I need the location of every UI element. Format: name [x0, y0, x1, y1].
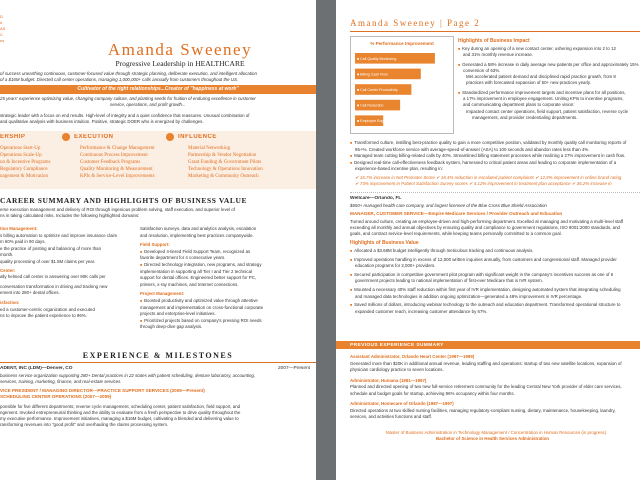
intro-line: 25 years' experience optimizing value, changing company culture, and planting seeds for fruition of enduring excellence in customer: [0, 96, 256, 101]
competency-item: Material Networking: [188, 146, 231, 151]
role-desc: ngement. Invoked entrepreneurial thinking and the ability to evaluate from a fresh perspective to drive quality throughout the: [0, 410, 241, 415]
bullet-text: month.: [0, 252, 14, 258]
employer-name: ADENT, INC (LDM)—Denver, CO: [0, 366, 73, 371]
chart-category-label: ■ Call Center Productivity: [357, 88, 398, 92]
corner-tag: [0, 14, 14, 44]
intro-line: strategic leader with a focus on end results. High-level of integrity and a quiet confidence that reassures. Unusual combination of: [0, 113, 250, 118]
bullet-text: ■ Mounted a necessary 40% staff reduction within first year of IVR implementation, designing automated system that integrating scheduling: [350, 287, 640, 294]
competency-item: Continuous Process Improvement: [80, 153, 148, 158]
execution-icon: [62, 133, 70, 141]
corner-tag-line: #: [0, 20, 3, 25]
bullet-text: ■ Developed 4-tiered Field Support Team, recognized as: [140, 249, 316, 256]
domain-heading: Center:: [0, 267, 16, 273]
bullet-text: ed a customer-centric organization and executed: [0, 306, 95, 312]
chart-category-label: ■ Call Quality Monitoring: [357, 56, 397, 61]
job2-bullets: [350, 248, 640, 315]
bullet-text: and managed data technologies in addition ongoing optimization—generated a 48% improvement in IVR percentage.: [355, 293, 583, 299]
corner-tag-line: AS: [0, 26, 6, 31]
bullet-text: experience-based incentive plan, resulting in:: [355, 166, 443, 171]
bullet-text: education programs for 2,000+ providers.: [355, 263, 436, 269]
intro-line: service, operations, and profit growth...: [110, 102, 186, 107]
bullet-text: printers, x-ray machines, and Internet connections.: [140, 281, 239, 287]
bullet-text: through deep-dive gap analysis.: [140, 324, 203, 330]
career-heading: CAREER SUMMARY AND HIGHLIGHTS OF BUSINESS VALUE: [0, 196, 248, 205]
highlight-line: a 17% improvement in employee engagement. Uniting KPIs to incentive programs,: [463, 96, 624, 102]
competency-item: on & Incentive Programs: [0, 160, 51, 165]
competency-heading: INFLUENCE: [178, 134, 217, 140]
job2-role: MANAGER, CUSTOMER SERVICE—Empire Medicare Services / Provider Outreach and Education: [350, 211, 563, 216]
competency-item: Performance & Change Management: [80, 146, 155, 151]
bullet-text: and resolution, implementing best practices companywide.: [140, 232, 254, 238]
prev-entry-desc: physician cardiology practice to seven locations.: [350, 367, 444, 372]
competency-heading: EXECUTION: [74, 134, 114, 140]
bullet-text: management and implementation on cross-functional corporate: [140, 304, 264, 310]
highlight-line: Impacted contact center operations, field support, patient satisfaction, reverse cycle: [466, 108, 629, 114]
culture-bullets: [350, 140, 640, 173]
highlight-line: management, and provider credentialing departments.: [472, 114, 578, 120]
prev-entry-desc: schedule and budget goals for startup, achieving 96% occupancy within four months.: [350, 390, 515, 396]
chart-category-label: ■ Call Reduction: [357, 103, 384, 108]
bullet-text: ■ Managed team cutting billing-related calls by 40%. Streamlined billing statement processes while realizing a 27% improvement in cash flow.: [350, 153, 640, 160]
education-line: Master of Business Administration in Technology Management / Concentration in Human Resources (in progress): [386, 430, 607, 435]
header-page: Page 2: [447, 18, 481, 28]
corner-tag-line: C: [0, 32, 3, 37]
bullet-text: favorite department for 4 consecutive years.: [140, 255, 226, 261]
bullet-text: ■ Saved millions of dollars, introducing webinar technology to the outreach and education department. Transformed operational structure to: [350, 302, 640, 309]
corner-tag-line: ns: [0, 38, 5, 43]
bullet-text: ■ Boosted productivity and optimized value through attentive: [140, 298, 316, 305]
prev-exp-banner-text: PREVIOUS EXPERIENCE SUMMARY: [350, 342, 444, 348]
chart-title: % Performance Improvement: [370, 41, 434, 46]
highlight-line: ■ Generated a 58% increase in daily average new patients per office and approximately 15%: [458, 62, 640, 68]
bullet-text: s billing automation to optimize and improve insurance claim: [0, 232, 118, 238]
domain-heading: Project Management:: [140, 291, 185, 297]
bullet-text: 95+%. Created workforce service with average-speed-of-answer (ASA) to 100 seconds and abandon rates less than 4%.: [355, 146, 590, 152]
metric-line: ✔ 73% improvement in Patient Satisfaction Survey scores ✔ 4.12% improvement in treatment plan acceptance ✔ 36.2% increase in: [355, 181, 612, 186]
metric-line: ✔ 16.7% increase in Net Promoter Score ✔ 16.4% reduction in escalated patient complaints ✔ 12.9% improvement in online brand rating: [355, 175, 622, 180]
career-left-column: [0, 226, 138, 320]
highlight-line: practices with forecasted expansion of 50+ new practices yearly.: [466, 80, 591, 86]
experience-heading: EXPERIENCE & MILESTONES: [82, 351, 234, 360]
bullet-text: government projects leading to national implementation of first-ever Medicare that is IVR system.: [355, 278, 543, 284]
highlight-line: Met accelerated patient demand and disciplined rapid practice growth, from 8: [466, 74, 616, 80]
domain-heading: isfaction:: [0, 299, 20, 305]
intro-line: and qualitative analysis with business intuition. Positive, strategic DOER who is energized by challenges.: [0, 119, 204, 124]
job2-company: Wellcare—Orlando, FL: [350, 196, 402, 201]
career-intro: ns in taking calculated risks. Includes the following highlighted domains:: [0, 213, 140, 218]
cultivator-banner-text: Cultivator of the right relationships...Creator of "happiness at work": [77, 86, 239, 92]
headline: Progressive Leadership in HEALTHCARE: [115, 59, 245, 68]
employer-desc: business service organization supporting 280+ Dental practices in 22 states with patient scheduling, denture laboratory, accounting,: [0, 373, 256, 378]
competency-col-1: [0, 145, 70, 180]
job2-text: goals, and contract service-level requirements, while keeping teams personally committed to a common goal.: [350, 231, 562, 236]
bullet-text: ■ Improved operations handling in excess of 12,000 written inquiries annually, from customers and congressional staff. Managed provider: [350, 257, 640, 264]
bullet-text: m 60% paid in 90 days.: [0, 239, 46, 245]
highlight-line: and 31% monthly revenue increase.: [463, 52, 534, 58]
role-desc: ponsible for five different departments; reverse cycle management, scheduling center, patient satisfaction, field support, and: [0, 404, 241, 409]
summary-line: of a $16M budget. Directed call center operations, managing 1,000,000+ calls annually from customers throughout the US.: [0, 77, 239, 82]
job2-text: exceeding all monthly and annual objectives by ensuring quality and compliance to government regulations, ISO 9001:2000 standards, and: [350, 225, 620, 230]
header-separator: |: [439, 18, 448, 28]
employer-desc: services, training, marketing, finance, and real-estate services.: [0, 379, 122, 384]
education-line: Bachelor of Science in Health Services Administration: [436, 436, 550, 441]
highlight-line: ■ Key during an opening of a new contact center, ushering expansion into 2 to 12: [458, 46, 640, 52]
corner-tag-line: D: [0, 14, 3, 19]
cultivator-banner: [0, 85, 316, 94]
performance-chart: [350, 36, 454, 134]
bullet-text: Satisfaction surveys, data and analytics analysis, escalation: [140, 226, 257, 231]
competency-col-2: [80, 145, 178, 180]
competency-item: nagement & Motivation: [0, 174, 49, 179]
bullet-text: ■ Secured participation in competitive government pilot program with significant weight in the company's incentives success as one of 6: [350, 272, 640, 279]
competency-item: Quality Monitoring & Measurement: [80, 167, 153, 172]
competency-item: Customer Feedback Programs: [80, 160, 141, 165]
competency-col-3: [188, 145, 316, 180]
highlight-line: and communicating department plans to corporate vision:: [463, 102, 575, 108]
header-name: Amanda Sweeney: [350, 18, 437, 28]
prev-entry-desc: Directed operations at two skilled nursing facilities, managing regulatory-compliant nursing, dietary, maintenance, housekeeping, laundry,: [350, 407, 616, 413]
bullet-text: ■ Designed real-time call-effectiveness feedback system, harnessed to critical patient areas and leading to corporate implementation of a: [350, 160, 640, 167]
competency-item: Regulatory Compliance: [0, 167, 48, 172]
bullet-text: implementation in supporting all Tier I and Tier 2 technical: [140, 268, 253, 274]
candidate-name: Amanda Sweeney: [107, 40, 253, 59]
bullet-text: ■ Prioritized projects based on company's pressing ROI needs: [140, 318, 316, 325]
prev-entry-title: Administrator, Humana (1981—1997): [350, 377, 427, 383]
experience-rule: [0, 362, 316, 363]
influence-icon: [166, 133, 174, 141]
summary-line: of success unearthing continuous, customer-focused value through strategic planning, deliberate execution, and intelligent allocation: [0, 71, 257, 76]
bullet-text: ■ Transformed culture, instilling best-practice quality to gain a more competitive position, validated by monthly quality call monitoring reports of: [350, 140, 640, 147]
domain-heading: tion Management:: [0, 226, 38, 231]
section-divider: [350, 192, 640, 193]
bullet-text: ■ Directed technology integration, new programs, and strategy: [140, 262, 316, 269]
prev-entry-desc: Generated more than $20K in additional annual revenue, leading staffing and operations: startup of two new satellite locations, expansion of: [350, 360, 622, 366]
career-intro: erse execution management and delivery of ROI through ingenious problem solving, staff execution, and superior level of: [0, 207, 235, 212]
competency-item: Operations Start-Up: [0, 146, 41, 151]
resume-page-2: [336, 0, 640, 480]
bullet-text: ement into 280+ dental offices.: [0, 290, 60, 296]
competency-item: KPIs & Service-Level Improvements: [80, 174, 155, 179]
role-title: VICE PRESIDENT / MANAGING DIRECTOR—PRACTICE SUPPORT SERVICES (2009—Present): [0, 388, 205, 393]
chart-category-label: ■ Billing Cash Flow: [357, 72, 388, 77]
header-rule: [350, 31, 640, 32]
page2-header: [350, 18, 550, 28]
job2-desc: $650+ managed health care company, and largest licensee of the Blue Cross Blue Shield Association: [350, 203, 547, 208]
bullet-text: expanded customer reach, increasing customer attendance by 67%.: [355, 308, 488, 314]
competency-heading: ERSHIP: [0, 134, 26, 140]
bullet-text: support for dental offices. Engineered better support for PC,: [140, 275, 257, 281]
bullet-text: ■ Allocated a $3.68M budget intelligently through meticulous tracking and continuous analysis.: [350, 248, 640, 255]
bullet-text: quality processing of over $1.5M claims per year.: [0, 258, 96, 264]
career-right-column: [140, 226, 316, 331]
prev-entries: [350, 354, 640, 421]
competency-item: Marketing & Community Outreach: [188, 174, 259, 179]
job2-highlights-title: Highlights of Business Value: [350, 240, 419, 246]
competency-item: Partnership & Vendor Negotiation: [188, 153, 257, 158]
chart-category-label: ■ Employee Engagement: [357, 119, 398, 124]
resume-page-1: [0, 0, 316, 480]
highlights-title: Highlights of Business Impact: [458, 38, 530, 44]
role-desc: ransforming revenues into "good profit" and overhauling the claims processing system.: [0, 422, 169, 427]
prev-entry-desc: services, and activities functions and staff.: [350, 414, 432, 419]
highlight-line: conversion of 63%.: [463, 67, 501, 73]
performance-chart-svg: [351, 37, 453, 133]
prev-exp-banner: [336, 341, 640, 349]
bullet-text: ally helmed call center in answering over 90K calls per: [0, 274, 106, 280]
competency-item: Operations Scale-Up: [0, 153, 42, 158]
domain-heading: Field Support:: [140, 242, 170, 248]
bullet-text: e the practice of posting and balancing of more than: [0, 245, 102, 251]
role-title: SCHEDULING CENTER OPERATIONS (2007—2009): [0, 394, 112, 399]
prev-entry-title: Assistant Administrator, Orlando Heart Center (1997—1999): [350, 354, 475, 359]
role-desc: my executive performance. Improvement initiatives, managing a $16M budget, cultivating a blended and delivering value to: [0, 416, 239, 421]
competency-item: Technology & Operations Innovation: [188, 167, 263, 172]
competency-panel: [0, 131, 316, 189]
prev-entry-desc: Planned and directed opening of two new full-service retirement community for the leading Central New York provider of elder care services,: [350, 384, 622, 389]
competency-item: Grant Funding & Government Pilots: [188, 160, 262, 165]
bullet-text: ns to improve the patient experience to 96%.: [0, 313, 87, 319]
highlights-list: [458, 46, 640, 121]
page-gap: [316, 0, 336, 480]
bullet-text: projects and enterprise-level initiatives.: [140, 311, 216, 317]
prev-entry-title: Administrator, Homecare of Orlando (1987—1997): [350, 401, 454, 406]
bullet-text: conversation transformation in driving and tracking new: [0, 283, 108, 289]
job2-text: Turned around culture, creating an employee-driven and high-performing department. Excelled at managing and motivating a multi-level staff: [350, 219, 624, 224]
highlight-line: ■ Standardized performance improvement targets and incentive plans for all positions,: [458, 90, 640, 96]
employer-dates: 2007—Present: [278, 366, 310, 371]
